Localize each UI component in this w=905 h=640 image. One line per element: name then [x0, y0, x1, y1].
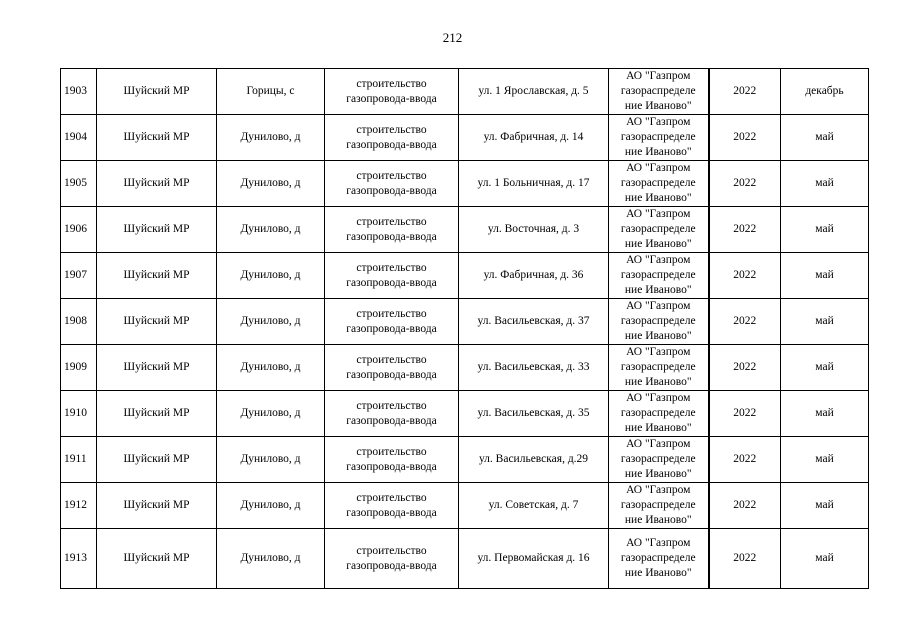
organization-cell: АО "Газпром газораспределе ние Иваново" [609, 253, 709, 299]
locality-cell: Горицы, с [217, 69, 325, 115]
address-cell: ул. 1 Ярославская, д. 5 [459, 69, 609, 115]
work-type-cell: строительство газопровода-ввода [325, 437, 459, 483]
year-cell: 2022 [709, 299, 781, 345]
month-cell: декабрь [781, 69, 869, 115]
address-cell: ул. Васильевская, д. 33 [459, 345, 609, 391]
work-type-cell: строительство газопровода-ввода [325, 69, 459, 115]
table-row [61, 345, 869, 391]
row-number-cell: 1908 [61, 299, 97, 345]
month-cell: май [781, 299, 869, 345]
locality-cell: Дунилово, д [217, 115, 325, 161]
year-cell: 2022 [709, 161, 781, 207]
organization-cell: АО "Газпром газораспределе ние Иваново" [609, 115, 709, 161]
row-number-cell: 1905 [61, 161, 97, 207]
work-type-cell: строительство газопровода-ввода [325, 299, 459, 345]
year-cell: 2022 [709, 345, 781, 391]
address-cell: ул. Васильевская, д. 37 [459, 299, 609, 345]
locality-cell: Дунилово, д [217, 207, 325, 253]
month-cell: май [781, 253, 869, 299]
month-cell: май [781, 391, 869, 437]
row-number-cell: 1904 [61, 115, 97, 161]
row-number-cell: 1911 [61, 437, 97, 483]
address-cell: ул. Восточная, д. 3 [459, 207, 609, 253]
month-cell: май [781, 207, 869, 253]
locality-cell: Дунилово, д [217, 483, 325, 529]
work-type-cell: строительство газопровода-ввода [325, 345, 459, 391]
organization-cell: АО "Газпром газораспределе ние Иваново" [609, 529, 709, 589]
table-row [61, 115, 869, 161]
table-row [61, 483, 869, 529]
year-cell: 2022 [709, 253, 781, 299]
work-type-cell: строительство газопровода-ввода [325, 483, 459, 529]
district-cell: Шуйский МР [97, 69, 217, 115]
work-type-cell: строительство газопровода-ввода [325, 115, 459, 161]
table-row [61, 437, 869, 483]
work-type-cell: строительство газопровода-ввода [325, 207, 459, 253]
district-cell: Шуйский МР [97, 391, 217, 437]
year-cell: 2022 [709, 483, 781, 529]
table-row [61, 299, 869, 345]
address-cell: ул. Фабричная, д. 36 [459, 253, 609, 299]
locality-cell: Дунилово, д [217, 299, 325, 345]
table-row [61, 253, 869, 299]
district-cell: Шуйский МР [97, 529, 217, 589]
month-cell: май [781, 161, 869, 207]
row-number-cell: 1906 [61, 207, 97, 253]
locality-cell: Дунилово, д [217, 161, 325, 207]
year-cell: 2022 [709, 69, 781, 115]
district-cell: Шуйский МР [97, 115, 217, 161]
organization-cell: АО "Газпром газораспределе ние Иваново" [609, 207, 709, 253]
organization-cell: АО "Газпром газораспределе ние Иваново" [609, 345, 709, 391]
organization-cell: АО "Газпром газораспределе ние Иваново" [609, 483, 709, 529]
year-cell: 2022 [709, 437, 781, 483]
address-cell: ул. Фабричная, д. 14 [459, 115, 609, 161]
organization-cell: АО "Газпром газораспределе ние Иваново" [609, 69, 709, 115]
table-body [61, 69, 869, 589]
address-cell: ул. Первомайская д. 16 [459, 529, 609, 589]
row-number-cell: 1912 [61, 483, 97, 529]
work-type-cell: строительство газопровода-ввода [325, 391, 459, 437]
organization-cell: АО "Газпром газораспределе ние Иваново" [609, 299, 709, 345]
table-row [61, 207, 869, 253]
work-type-cell: строительство газопровода-ввода [325, 529, 459, 589]
locality-cell: Дунилово, д [217, 391, 325, 437]
address-cell: ул. Васильевская, д.29 [459, 437, 609, 483]
district-cell: Шуйский МР [97, 483, 217, 529]
locality-cell: Дунилово, д [217, 529, 325, 589]
address-cell: ул. Советская, д. 7 [459, 483, 609, 529]
locality-cell: Дунилово, д [217, 253, 325, 299]
address-cell: ул. Васильевская, д. 35 [459, 391, 609, 437]
locality-cell: Дунилово, д [217, 345, 325, 391]
address-cell: ул. 1 Больничная, д. 17 [459, 161, 609, 207]
year-cell: 2022 [709, 207, 781, 253]
district-cell: Шуйский МР [97, 437, 217, 483]
table-row [61, 529, 869, 589]
month-cell: май [781, 529, 869, 589]
row-number-cell: 1910 [61, 391, 97, 437]
year-cell: 2022 [709, 115, 781, 161]
month-cell: май [781, 437, 869, 483]
month-cell: май [781, 483, 869, 529]
year-cell: 2022 [709, 391, 781, 437]
district-cell: Шуйский МР [97, 161, 217, 207]
page-number: 212 [442, 30, 463, 45]
district-cell: Шуйский МР [97, 345, 217, 391]
work-type-cell: строительство газопровода-ввода [325, 161, 459, 207]
table-row [61, 161, 869, 207]
work-type-cell: строительство газопровода-ввода [325, 253, 459, 299]
organization-cell: АО "Газпром газораспределе ние Иваново" [609, 391, 709, 437]
row-number-cell: 1913 [61, 529, 97, 589]
district-cell: Шуйский МР [97, 299, 217, 345]
table-row [61, 69, 869, 115]
table-row [61, 391, 869, 437]
row-number-cell: 1909 [61, 345, 97, 391]
row-number-cell: 1907 [61, 253, 97, 299]
row-number-cell: 1903 [61, 69, 97, 115]
locality-cell: Дунилово, д [217, 437, 325, 483]
month-cell: май [781, 115, 869, 161]
district-cell: Шуйский МР [97, 253, 217, 299]
month-cell: май [781, 345, 869, 391]
year-cell: 2022 [709, 529, 781, 589]
organization-cell: АО "Газпром газораспределе ние Иваново" [609, 161, 709, 207]
gas-connection-table [60, 68, 869, 589]
district-cell: Шуйский МР [97, 207, 217, 253]
organization-cell: АО "Газпром газораспределе ние Иваново" [609, 437, 709, 483]
